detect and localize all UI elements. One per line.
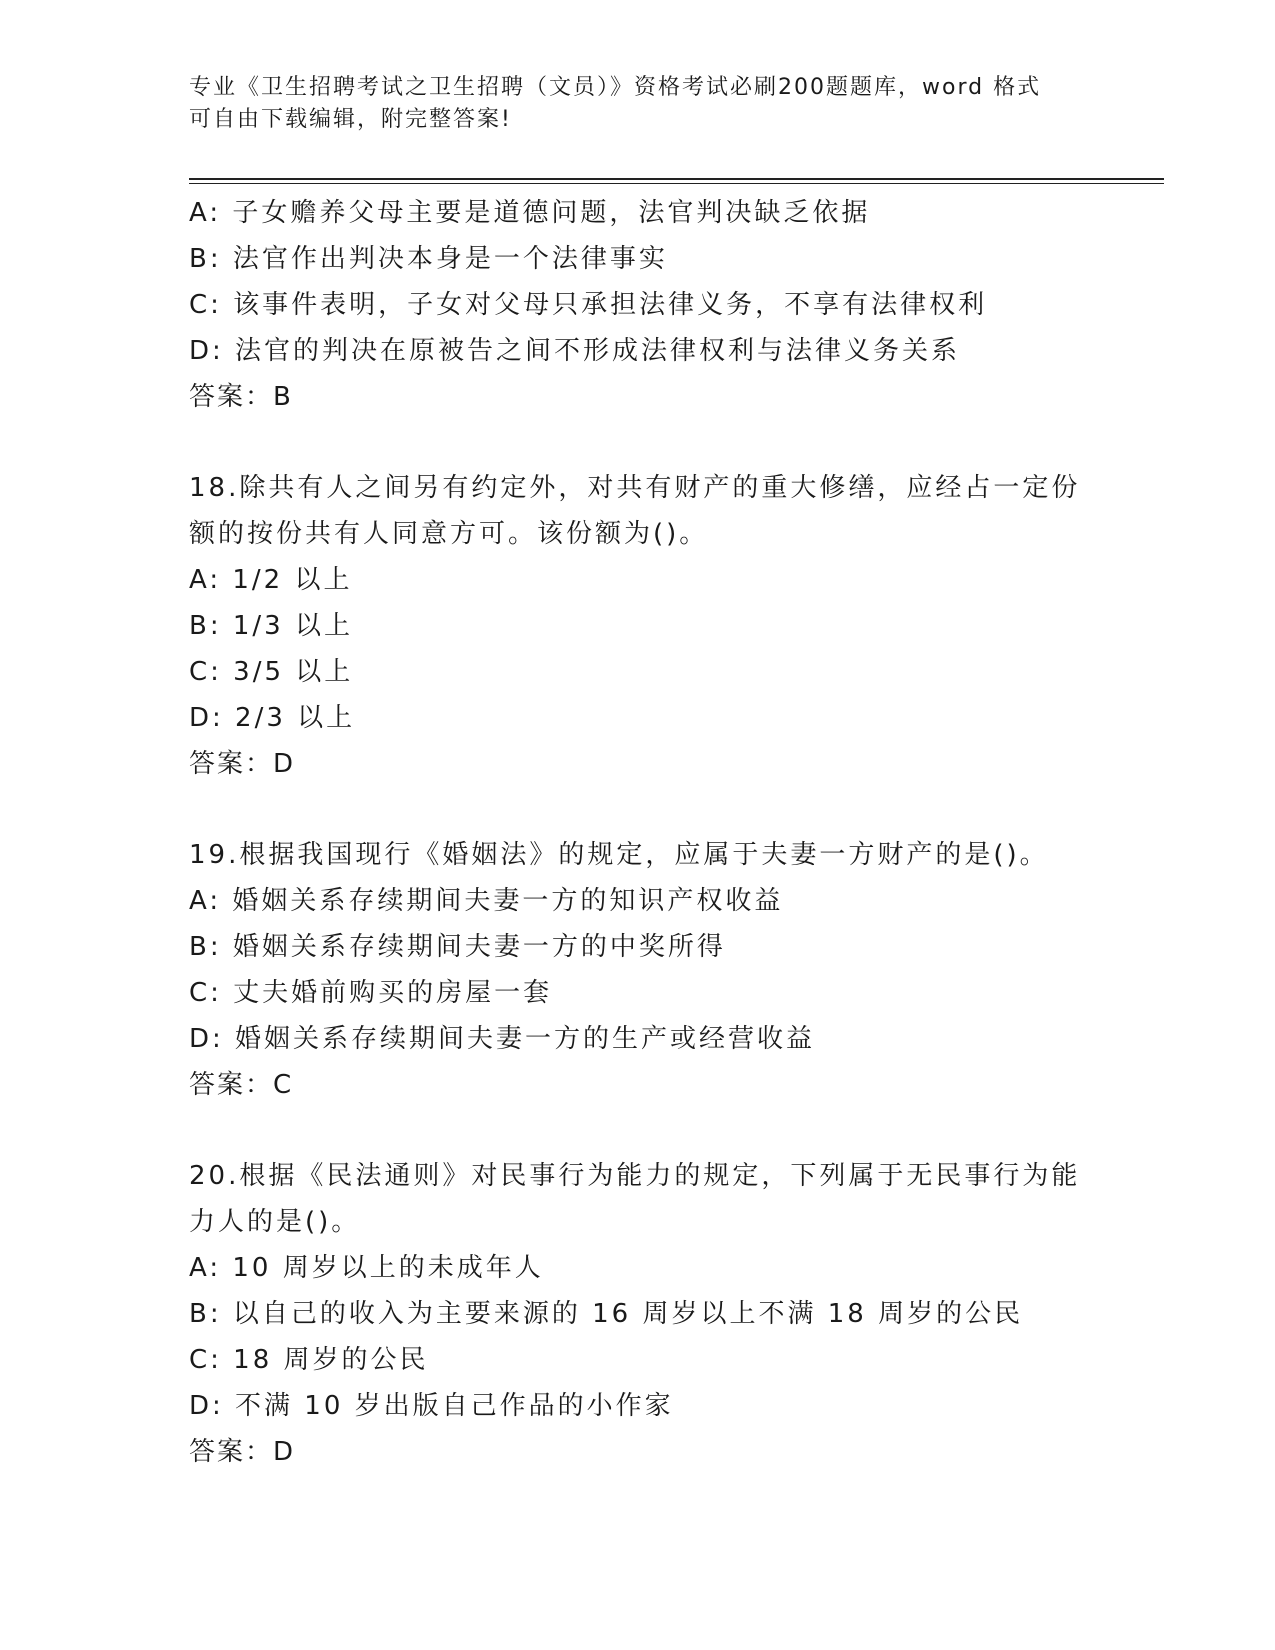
option-c: C: 该事件表明，子女对父母只承担法律义务，不享有法律权利 <box>189 290 988 320</box>
question-17-block <box>189 190 1089 420</box>
header-divider-thin <box>189 183 1164 184</box>
answer-line: 答案：D <box>189 749 296 779</box>
option-a: A: 婚姻关系存续期间夫妻一方的知识产权收益 <box>189 886 784 916</box>
option-b: B: 法官作出判决本身是一个法律事实 <box>189 244 668 274</box>
option-c: C: 18 周岁的公民 <box>189 1345 429 1375</box>
answer-line: 答案：B <box>189 382 293 412</box>
spacer <box>189 1108 1089 1153</box>
question-20-block <box>189 1153 1089 1475</box>
option-a: A: 1/2 以上 <box>189 565 353 595</box>
option-a: A: 10 周岁以上的未成年人 <box>189 1253 544 1283</box>
header-line-1: 专业《卫生招聘考试之卫生招聘（文员）》资格考试必刷200题题库，word 格式 <box>189 75 1042 100</box>
option-d: D: 婚姻关系存续期间夫妻一方的生产或经营收益 <box>189 1024 816 1054</box>
answer-line: 答案：D <box>189 1437 296 1467</box>
option-b: B: 以自己的收入为主要来源的 16 周岁以上不满 18 周岁的公民 <box>189 1299 1024 1329</box>
option-c: C: 丈夫婚前购买的房屋一套 <box>189 978 553 1008</box>
document-header <box>189 72 1089 136</box>
question-text-line-1: 19.根据我国现行《婚姻法》的规定，应属于夫妻一方财产的是()。 <box>189 840 1049 870</box>
spacer <box>189 420 1089 465</box>
question-18-block <box>189 465 1089 787</box>
spacer <box>189 787 1089 832</box>
option-d: D: 不满 10 岁出版自己作品的小作家 <box>189 1391 674 1421</box>
question-text-line-1: 18.除共有人之间另有约定外，对共有财产的重大修缮，应经占一定份 <box>189 473 1081 503</box>
option-a: A: 子女赡养父母主要是道德问题，法官判决缺乏依据 <box>189 198 871 228</box>
question-text-line-2: 力人的是()。 <box>189 1207 361 1237</box>
option-b: B: 1/3 以上 <box>189 611 353 641</box>
header-line-2: 可自由下载编辑，附完整答案! <box>189 107 512 132</box>
option-d: D: 法官的判决在原被告之间不形成法律权利与法律义务关系 <box>189 336 961 366</box>
question-text-line-2: 额的按份共有人同意方可。该份额为()。 <box>189 519 709 549</box>
answer-line: 答案：C <box>189 1070 294 1100</box>
option-c: C: 3/5 以上 <box>189 657 354 687</box>
header-divider-thick <box>189 178 1164 180</box>
question-text-line-1: 20.根据《民法通则》对民事行为能力的规定，下列属于无民事行为能 <box>189 1161 1081 1191</box>
document-body <box>189 190 1089 1475</box>
option-d: D: 2/3 以上 <box>189 703 356 733</box>
question-19-block <box>189 832 1089 1108</box>
option-b: B: 婚姻关系存续期间夫妻一方的中奖所得 <box>189 932 726 962</box>
